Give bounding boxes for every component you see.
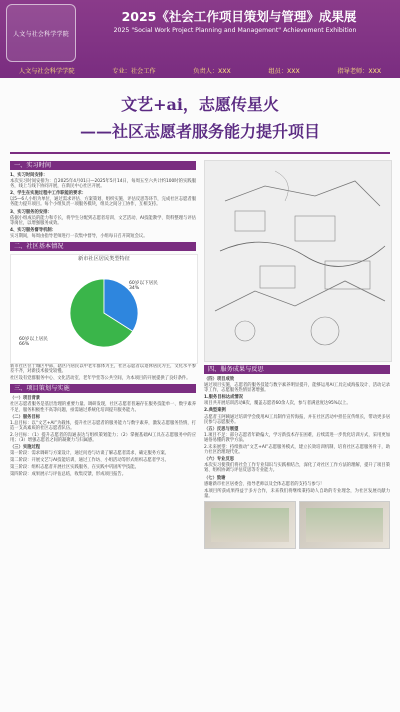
sketch-drawing [205,161,391,361]
paragraph: 新市社区位于城区中部，辖区内居民以中老年群体为主，社区志愿者以退休居民为主，文化水平参差不齐，对新技术接受较慢。 [10,364,196,375]
paragraph: （六）专业反思 [204,457,235,463]
activity-photo [204,501,296,549]
title-divider [10,152,390,154]
paragraph: 社区设有党群服务中心、文化活动室、老年学堂等公共空间，为本项目的开展提供了良好条件。 [10,376,191,382]
paragraph: （二）服务目标 [10,414,41,420]
resident-pie-chart [10,254,198,364]
paragraph: 1.服务目标达成情况 [204,395,243,401]
exhibition-title-cn: 2025《社会工作项目策划与管理》成果展 [121,9,357,24]
paragraph: 感谢新市社区居委会、指导老师以及全体志愿者的支持与参与！ [204,481,325,487]
paragraph: 本项目所获成果得益于多方合作，未来我们将继续秉持助人自助的专业理念，为社区发展贡献力量。 [204,488,390,499]
paragraph: 4、实习服务督导机制： [10,227,56,233]
section-heading-1: 一、实习时间 [10,161,196,170]
community-sketch-map [204,160,392,362]
paragraph: 本次实习时间安排为：自2025年4月01日—2025年5月14日，每周五至六共计约100时的实践服务，线上与线下协同开展，在新民中心社区开展。 [10,179,196,190]
meta-school: 人文与社会科学学院 [18,68,75,75]
paragraph: 第二阶段：开展文艺与AI技能培训，通过工作坊、小组活动等形式组织志愿者学习。 [10,458,169,464]
paragraph: 志愿者王阿姨通过培训学会使用AI工具制作宣传海报，并在社区活动中担任宣传组长，带动更多居民参与志愿服务。 [204,414,390,425]
section-heading-4: 四、服务成果与反思 [204,365,390,374]
project-title [0,92,400,142]
paragraph: 1.项目不足：部分志愿者年龄偏大，学习新技术存在困难，后续需进一步优化培训方式，采用更加通俗易懂的教学方法。 [204,432,390,443]
right-column [204,158,390,549]
header-meta [0,66,400,75]
section-heading-3: 三、项目策划与实施 [10,384,196,393]
paragraph: （五）反思与展望 [204,426,239,432]
paragraph: （一）项目背景 [10,396,41,402]
paragraph: （三）实施过程 [10,445,41,451]
paragraph: （七）致谢 [204,475,226,481]
paragraph: 2.典型案例 [204,408,226,414]
activity-photo [299,501,391,549]
meta-advisor: 指导老师：XXX [337,68,382,75]
paragraph: 依据小组成员的能力和专长，将学生分配到志愿者培训、文艺活动、AI技能教学、资料整理与评估等岗位，以增强服务成效。 [10,215,196,226]
paragraph: 项目共开展培训活动8次，覆盖志愿者60余人次，参与者满意度达95%以上。 [204,401,351,407]
paragraph: 社区志愿者服务是基层治理的重要力量。调研发现，社区志愿者普遍存在服务技能单一、数字素养不足、服务积极性不高等问题，亟需通过系统化培训提升服务能力。 [10,402,196,413]
paragraph: 3、实习服务的安排： [10,209,52,215]
activity-photos [204,501,390,549]
paragraph: 第一阶段：需求调研与方案设计，通过问卷与访谈了解志愿者需求，确定服务方案。 [10,451,169,457]
paragraph: 2.未来展望：持续推动“文艺+AI”志愿服务模式，建立长效培训机制，培育社区志愿服务骨干，助力社区治理现代化。 [204,445,390,456]
slice-label-over60: 60岁以上居民 66% [19,337,48,348]
paragraph: 1.总目标：以“文艺+AI”为载体，提升社区志愿者的服务能力与数字素养，激发志愿服务热情，打造一支高素质的社区志愿者队伍。 [10,420,196,431]
meta-leader: 负责人：XXX [193,68,231,75]
paragraph: 实习期间，每周由指导老师进行一次集中督导，小组每日召开简短会议。 [10,233,148,239]
paragraph: 以5—6人小组为单位，通过需求评估、方案策划、组织实施、评估反思等环节，完成社区志愿者服务能力提升项目。每个小组负责一项服务模块，组员之间分工协作，互相支持。 [10,197,196,208]
paragraph: 2、学生在实施过程中工作职能的要求： [10,191,87,197]
paragraph: 第四阶段：成果展示与评估总结，收集反馈，形成项目报告。 [10,472,127,478]
header-banner [0,0,400,78]
paragraph: 本次实习使我们将社会工作专业知识与实践相结合，深化了对社区工作方法的理解，提升了项目策划、组织协调与评估反思等专业能力。 [204,463,390,474]
project-title-line2: ——社区志愿者服务能力提升项目 [79,122,320,141]
project-title-line1: 文艺+ai，志愿传星火 [121,95,279,114]
chart-title: 新市社区居民类型特征 [78,256,130,263]
paragraph: 通过项目实施，志愿者的服务技能与数字素养明显提升，能够运用AI工具完成海报设计、活动记录等工作，志愿服务热情显著增强。 [204,383,390,394]
slice-label-under60: 60岁以下居民 34% [129,281,158,292]
paragraph: 1、实习时间安排： [10,173,48,178]
paragraph: （四）项目成效 [204,377,235,382]
section-heading-2: 二、社区基本情况 [10,242,196,251]
paragraph: 第三阶段：组织志愿者开展社区实践服务，在实践中巩固所学技能。 [10,465,139,471]
exhibition-title-en: 2025 "Social Work Project Planning and Management" Achievement Exhibition [113,27,357,34]
left-column [10,158,196,480]
meta-members: 组员：XXX [268,68,300,75]
university-logo [6,4,76,62]
paragraph: 2.分目标：（1）提升志愿者的沟通表达与组织策划能力；（2）掌握基础AI工具在志愿服务中的应用；（3）增强志愿者之间的凝聚力与归属感。 [10,432,196,443]
logo-text: 人文与社会科学学院 [13,30,69,38]
meta-major: 专业：社会工作 [112,68,156,75]
